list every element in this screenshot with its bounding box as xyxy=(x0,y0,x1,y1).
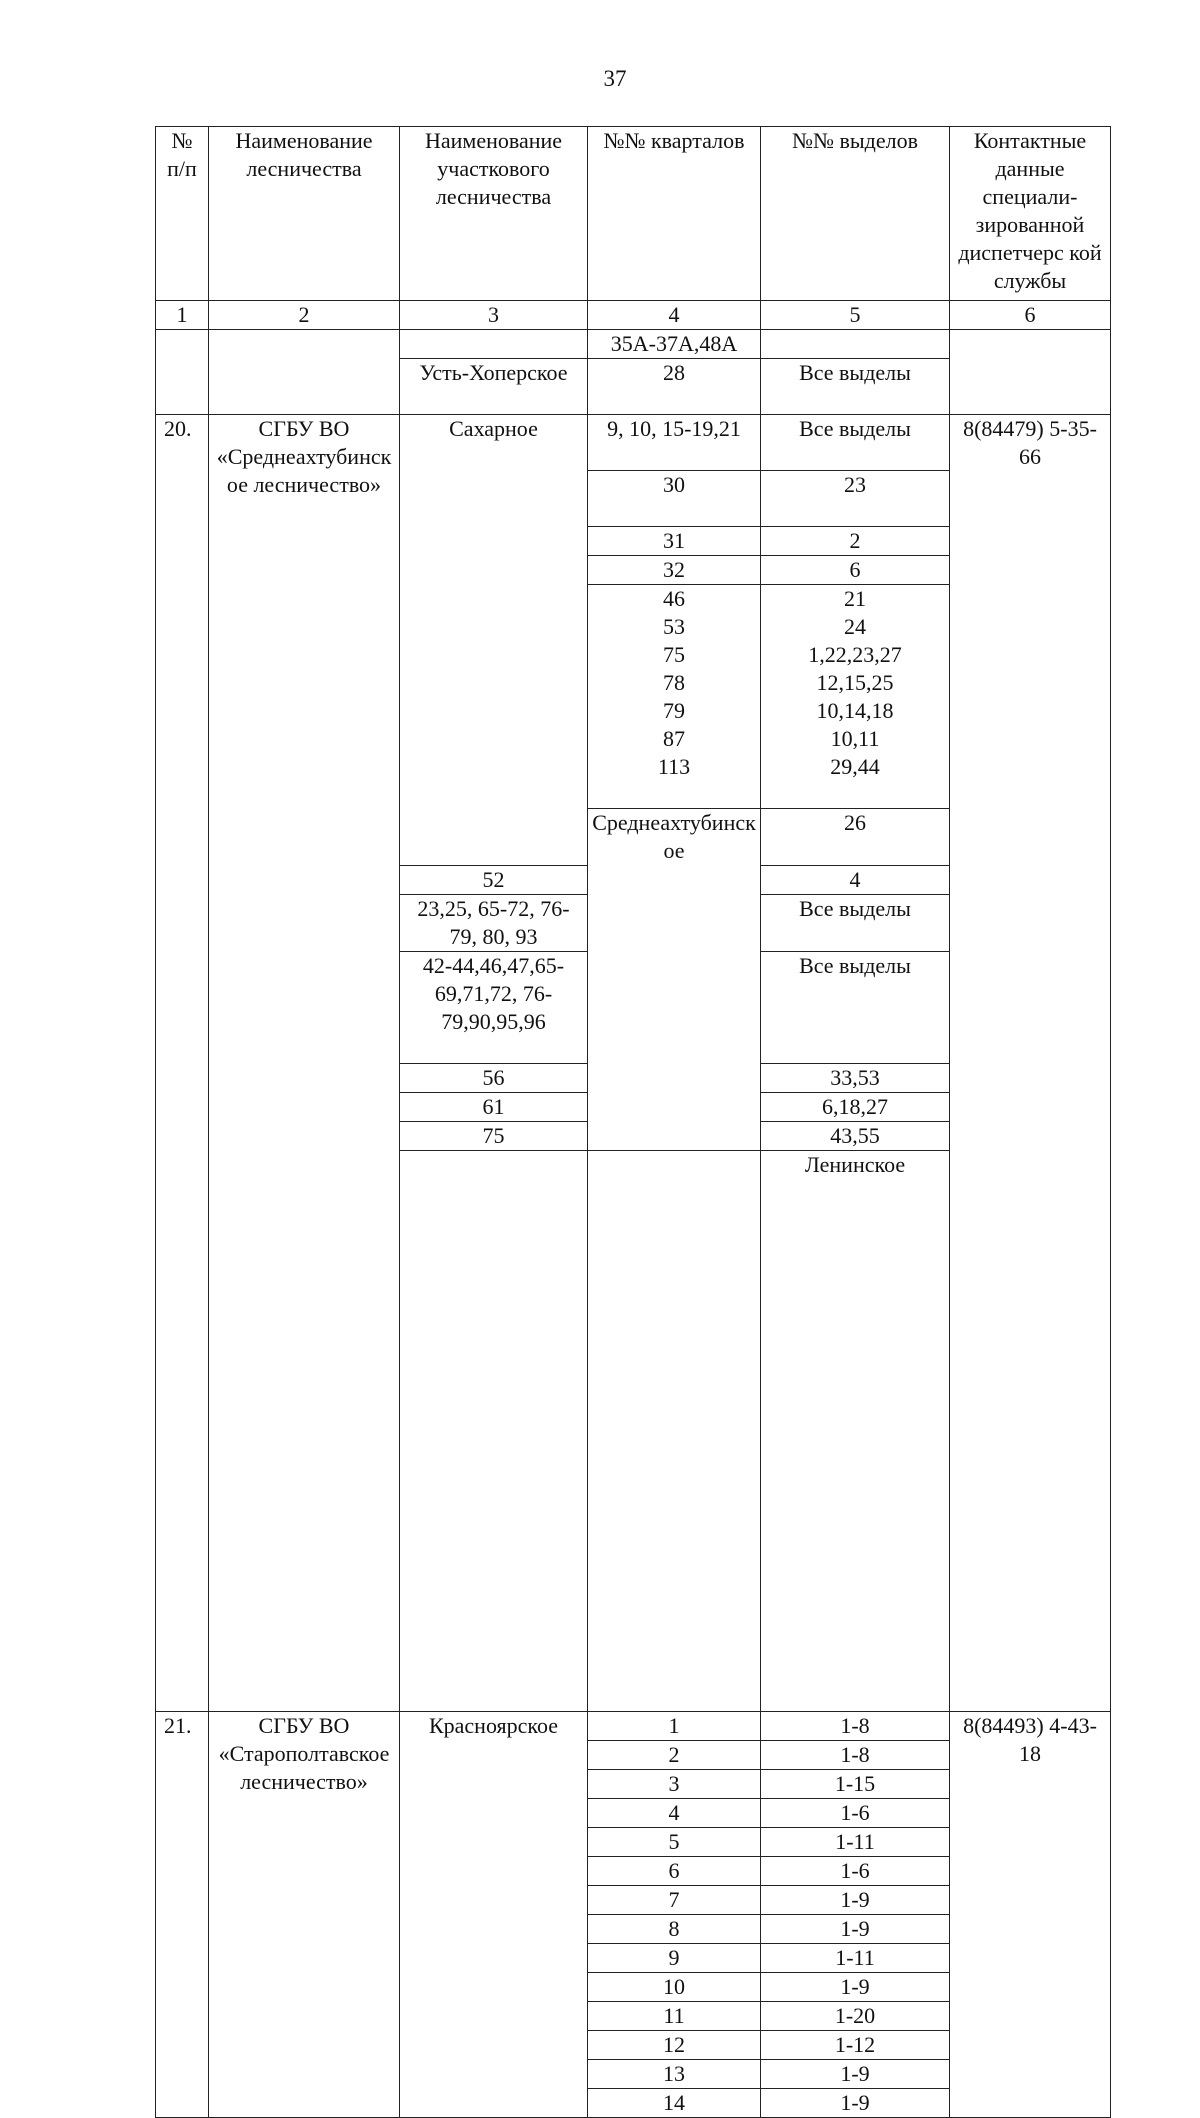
plots-item: 10,11 xyxy=(830,726,880,751)
subforestry-name: Среднеахтубинское xyxy=(588,809,761,1151)
plots-cell: 1-12 xyxy=(761,2031,950,2060)
header-cell: №№ выделов xyxy=(761,127,950,301)
plots-cell: 1-6 xyxy=(761,1857,950,1886)
quarters-cell: 4 xyxy=(588,1799,761,1828)
plots-item: 1,22,23,27 xyxy=(808,642,902,667)
quarters-cell: 5 xyxy=(588,1828,761,1857)
forestry-name: СГБУ ВО «Среднеахтубинское лесничество» xyxy=(209,415,400,1712)
entry-number: 21. xyxy=(156,1712,209,2118)
quarters-cell: 28 xyxy=(588,359,761,415)
plots-cell: 6 xyxy=(761,556,950,585)
quarters-cell: 3 xyxy=(588,1770,761,1799)
plots-item: 12,15,25 xyxy=(816,670,894,695)
plots-cell: 1-9 xyxy=(761,1886,950,1915)
quarters-cell: 6 xyxy=(588,1857,761,1886)
empty-cell xyxy=(209,330,400,415)
column-number-row xyxy=(156,301,1111,330)
plots-cell: 2 xyxy=(761,527,950,556)
column-number: 6 xyxy=(950,301,1111,330)
quarters-cell: 61 xyxy=(400,1093,588,1122)
plots-item: 21 xyxy=(844,586,866,611)
plots-cell: Все выделы xyxy=(761,359,950,415)
quarters-cell: 13 xyxy=(588,2060,761,2089)
column-number: 1 xyxy=(156,301,209,330)
quarters-cell: 14 xyxy=(588,2089,761,2118)
quarters-cell: 11 xyxy=(588,2002,761,2031)
table-row xyxy=(156,415,1111,471)
empty-cell xyxy=(156,330,209,415)
plots-cell: 1-8 xyxy=(761,1712,950,1741)
quarters-cell: 8 xyxy=(588,1915,761,1944)
table-row xyxy=(156,1712,1111,1741)
plots-cell: 1-9 xyxy=(761,1915,950,1944)
quarters-item: 87 xyxy=(663,726,685,751)
header-cell: Наименование лесничества xyxy=(209,127,400,301)
quarters-cell: 31 xyxy=(588,527,761,556)
quarters-cell: 1 xyxy=(588,1712,761,1741)
quarters-cell: 26 xyxy=(761,809,950,866)
forestry-table xyxy=(155,126,1111,2118)
plots-cell: 1-9 xyxy=(761,2060,950,2089)
quarters-cell: 42-44,46,47,65-69,71,72, 76-79,90,95,96 xyxy=(400,952,588,1064)
plots-cell: 23 xyxy=(761,471,950,527)
subforestry-name: Сахарное xyxy=(400,415,588,866)
quarters-cell: 52 xyxy=(400,866,588,895)
quarters-item: 46 xyxy=(663,586,685,611)
header-cell: № п/п xyxy=(156,127,209,301)
column-number: 3 xyxy=(400,301,588,330)
quarters-cell: 75 xyxy=(400,1122,588,1151)
quarters-cell: 32 xyxy=(588,556,761,585)
column-number: 2 xyxy=(209,301,400,330)
plots-cell: 4 xyxy=(761,866,950,895)
subforestry-name: Красноярское xyxy=(400,1712,588,2118)
quarters-cell: 9 xyxy=(588,1944,761,1973)
plots-cell: 43,55 xyxy=(761,1122,950,1151)
quarters-group xyxy=(588,585,761,809)
quarters-cell: 9, 10, 15-19,21 xyxy=(588,415,761,471)
plots-cell: Все выделы xyxy=(761,895,950,952)
subforestry-name: Ленинское xyxy=(761,1151,950,1712)
quarters-cell: 7 xyxy=(588,1886,761,1915)
header-row xyxy=(156,127,1111,301)
empty-cell xyxy=(950,330,1111,415)
plots-cell: 33,53 xyxy=(761,1064,950,1093)
quarters-item: 78 xyxy=(663,670,685,695)
forestry-name: СГБУ ВО «Старополтавское лесничество» xyxy=(209,1712,400,2118)
empty-cell xyxy=(588,1151,761,1712)
empty-cell xyxy=(761,330,950,359)
header-cell: Контактные данные специали-зированной диспетчерс кой службы xyxy=(950,127,1111,301)
plots-cell: 1-20 xyxy=(761,2002,950,2031)
subforestry-name: Усть-Хоперское xyxy=(400,359,588,415)
column-number: 4 xyxy=(588,301,761,330)
quarters-cell: 12 xyxy=(588,2031,761,2060)
empty-cell xyxy=(400,1151,588,1712)
header-cell: Наименование участкового лесничества xyxy=(400,127,588,301)
quarters-cell: 23,25, 65-72, 76-79, 80, 93 xyxy=(400,895,588,952)
quarters-item: 113 xyxy=(657,754,691,779)
quarters-cell: 56 xyxy=(400,1064,588,1093)
quarters-item: 75 xyxy=(663,642,685,667)
quarters-cell: 35А-37А,48А xyxy=(588,330,761,359)
page-number: 37 xyxy=(603,66,627,91)
contact-cell: 8(84479) 5-35-66 xyxy=(950,415,1111,1712)
contact-cell: 8(84493) 4-43-18 xyxy=(950,1712,1111,2118)
quarters-cell: 30 xyxy=(588,471,761,527)
plots-item: 29,44 xyxy=(830,754,880,779)
empty-cell xyxy=(400,330,588,359)
plots-cell: 1-9 xyxy=(761,1973,950,2002)
plots-cell: Все выделы xyxy=(761,415,950,471)
plots-cell: 1-8 xyxy=(761,1741,950,1770)
plots-cell: 1-11 xyxy=(761,1828,950,1857)
quarters-item: 79 xyxy=(663,698,685,723)
plots-item: 24 xyxy=(844,614,866,639)
plots-cell: 1-11 xyxy=(761,1944,950,1973)
plots-cell: 1-9 xyxy=(761,2089,950,2118)
entry-number: 20. xyxy=(156,415,209,1712)
quarters-cell: 10 xyxy=(588,1973,761,2002)
header-cell: №№ кварталов xyxy=(588,127,761,301)
quarters-item: 53 xyxy=(663,614,685,639)
column-number: 5 xyxy=(761,301,950,330)
plots-cell: Все выделы xyxy=(761,952,950,1064)
plots-cell: 1-6 xyxy=(761,1799,950,1828)
plots-item: 10,14,18 xyxy=(816,698,894,723)
quarters-cell: 2 xyxy=(588,1741,761,1770)
table-row xyxy=(156,330,1111,359)
plots-group xyxy=(761,585,950,809)
plots-cell: 1-15 xyxy=(761,1770,950,1799)
plots-cell: 6,18,27 xyxy=(761,1093,950,1122)
